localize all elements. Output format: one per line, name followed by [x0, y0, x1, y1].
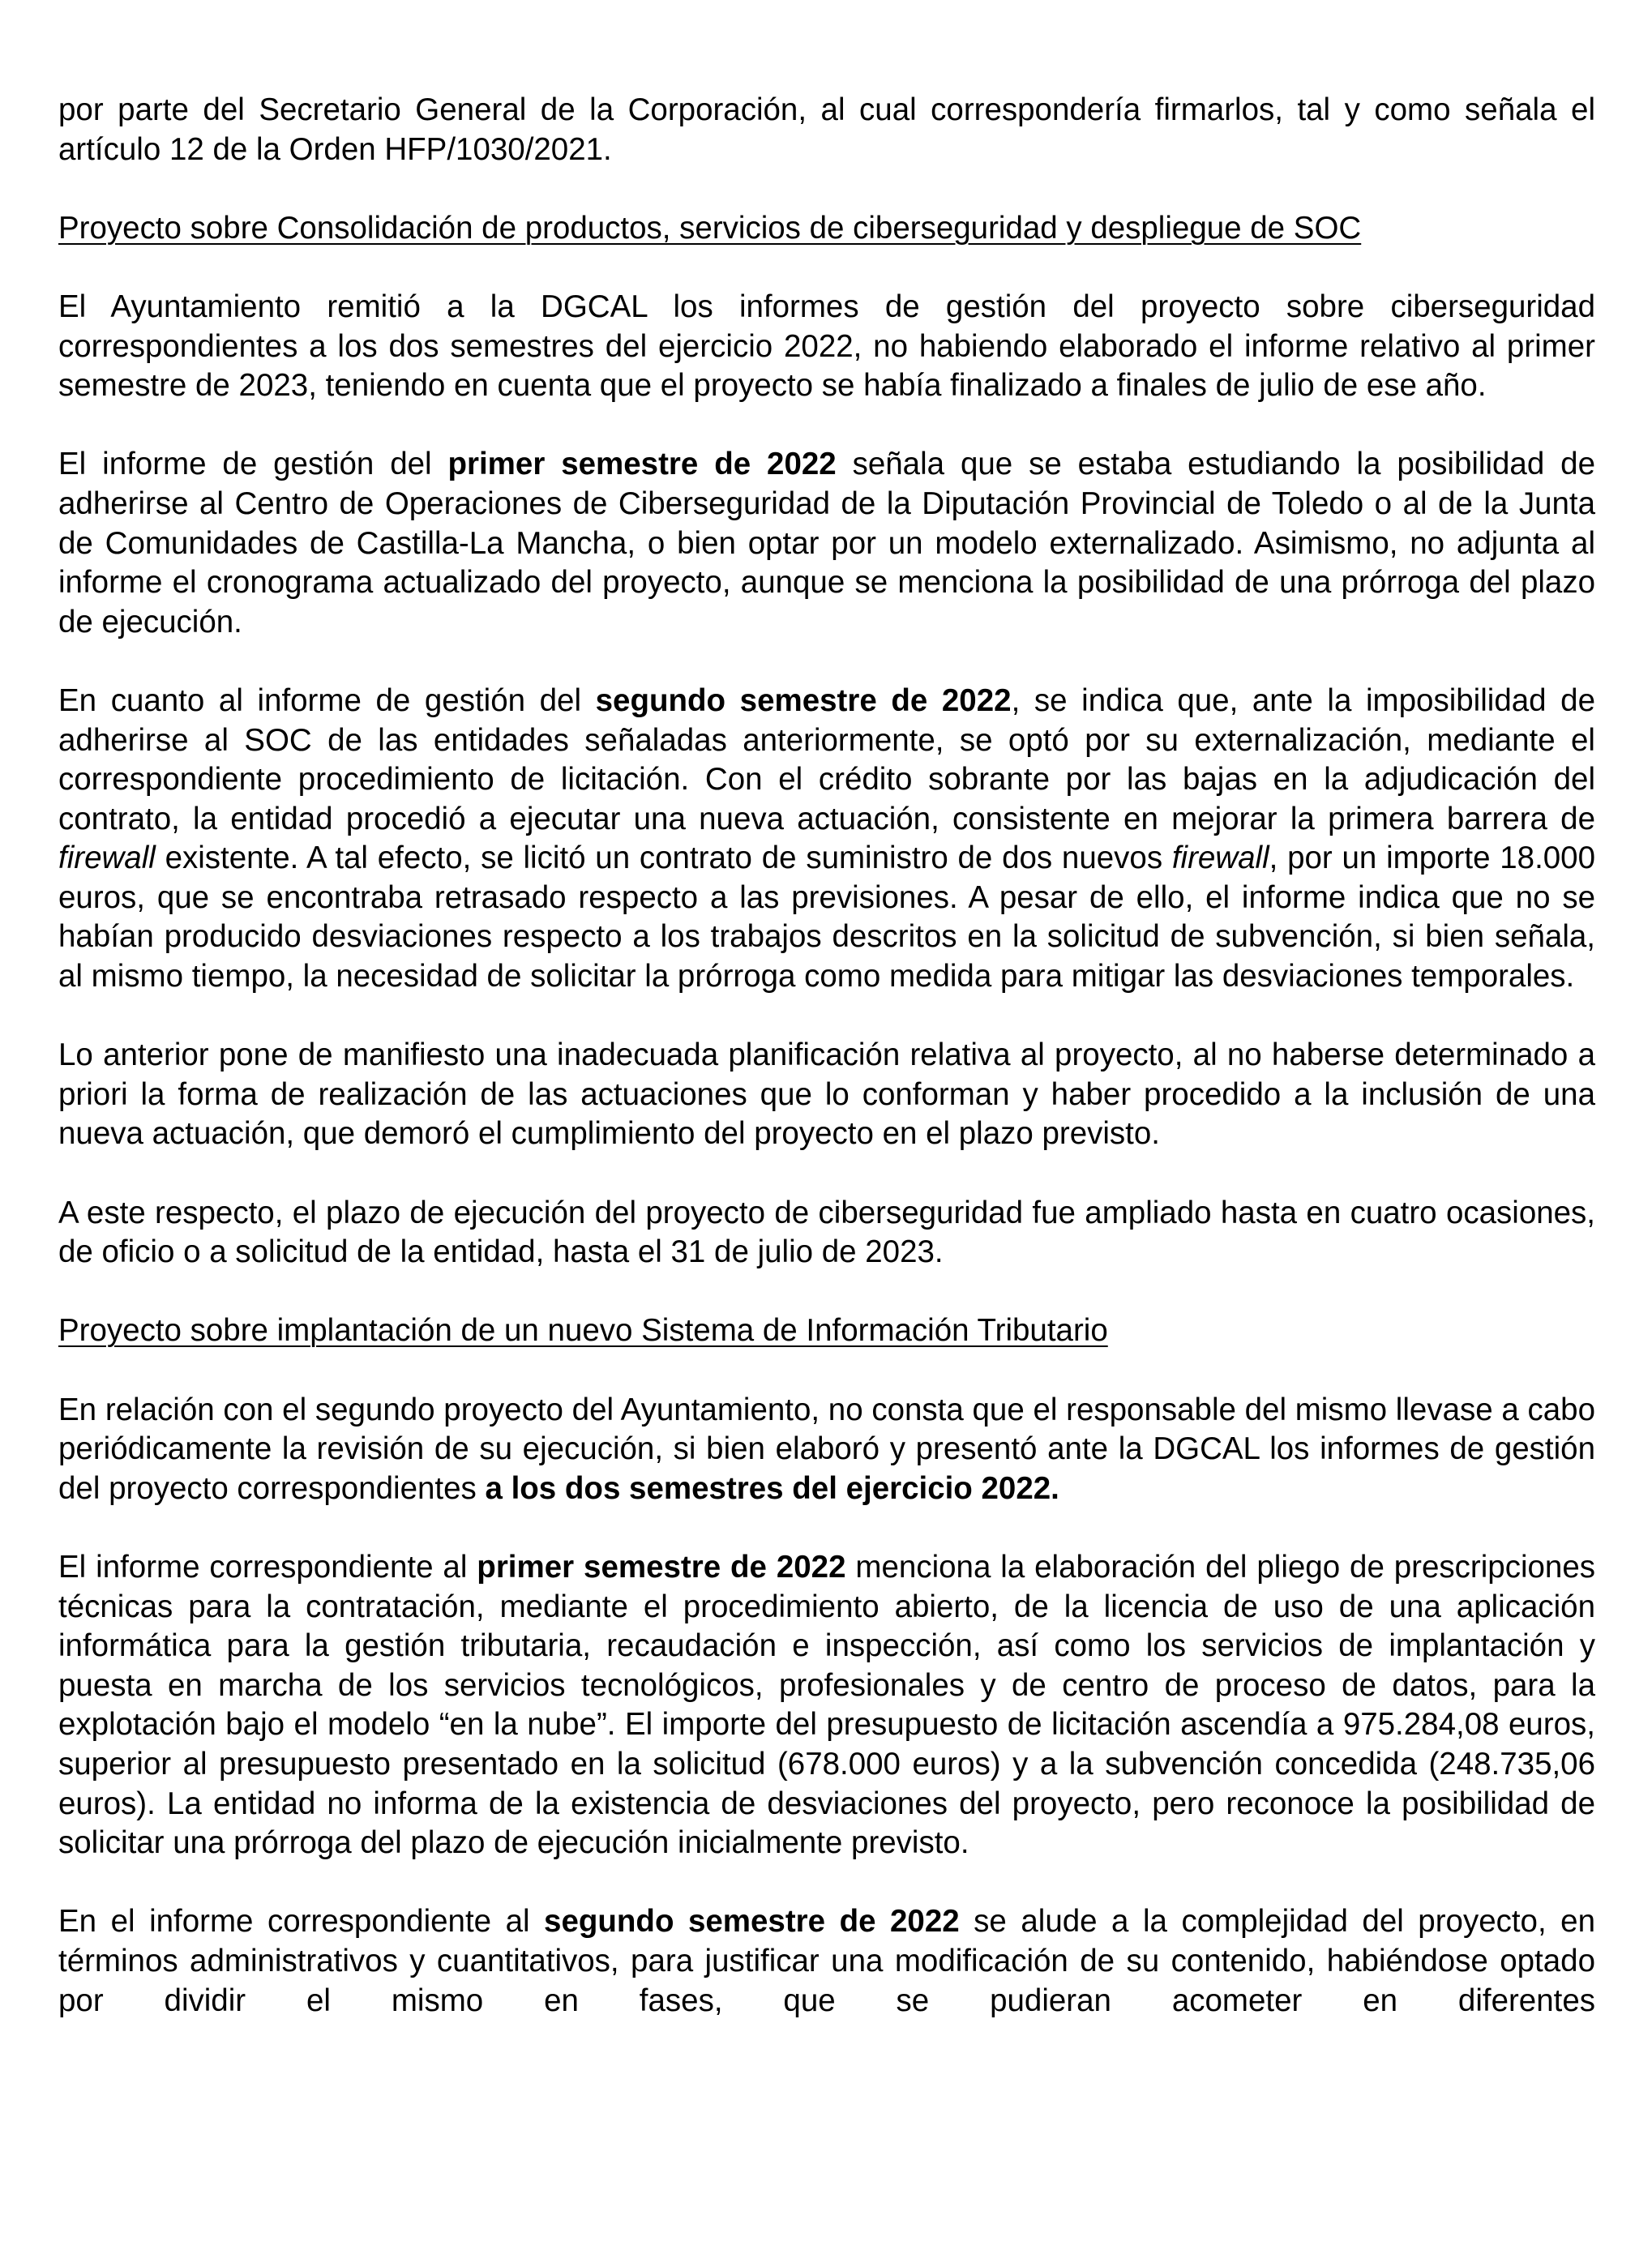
bold-text: a los dos semestres del ejercicio 2022. — [485, 1470, 1059, 1506]
paragraph-cyber-second-semester — [58, 682, 1595, 997]
bold-text: segundo semestre de 2022 — [544, 1904, 960, 1940]
paragraph-tax-first-semester — [58, 1548, 1595, 1863]
document-page — [58, 91, 1595, 2060]
text: En relación con el segundo proyecto del Ayuntamiento, no consta que el responsable del mismo llevase a cabo periódicamente la revisión de su ejecución, si bien elaboró y presentó ante la DGCAL los informes de gestión del proyecto correspondientes — [58, 1392, 1595, 1506]
intro-paragraph: por parte del Secretario General de la Corporación, al cual correspondería firmarlos, tal y como señala el artículo 12 de la Orden HFP/1030/2021. — [58, 92, 1595, 167]
text: El informe correspondiente al — [58, 1549, 477, 1585]
text: En cuanto al informe de gestión del — [58, 682, 596, 718]
text: existente. A tal efecto, se licitó un contrato de suministro de dos nuevos — [155, 841, 1172, 876]
paragraph-cyber-extension: A este respecto, el plazo de ejecución del proyecto de ciberseguridad fue ampliado hasta en cuatro ocasiones, de oficio o a solicitud de la entidad, hasta el 31 de julio de 2023. — [58, 1195, 1595, 1270]
text: menciona la elaboración del pliego de prescripciones técnicas para la contratación, mediante el procedimiento abierto, de la licencia de uso de una aplicación informática para la gestión tributaria, recaudación e inspección, así como los servicios de implantación y puesta en marcha de los servicios tecnológicos, profesionales y de centro de proceso de datos, para la explotación bajo el modelo “en la nube”. El importe del presupuesto de licitación ascendía a 975.284,08 euros, superior al presupuesto presentado en la solicitud (678.000 euros) y a la subvención concedida (248.735,06 euros). La entidad no informa de la existencia de desviaciones del proyecto, pero reconoce la posibilidad de solicitar una prórroga del plazo de ejecución inicialmente previsto. — [58, 1549, 1595, 1861]
paragraph-tax-second-semester — [58, 1902, 1595, 2021]
bold-text: primer semestre de 2022 — [447, 447, 837, 482]
paragraph-cyber-first-semester — [58, 445, 1595, 642]
bold-text: primer semestre de 2022 — [477, 1549, 846, 1585]
italic-text: firewall — [58, 841, 156, 876]
text: , se indica que, ante la imposibilidad de adherirse al SOC de las entidades señaladas anteriormente, se optó por su externalización, mediante el correspondiente procedimiento de licitación. Con el crédito sobrante por las bajas en la adjudicación del contrato, la entidad procedió a ejecutar una nueva actuación, consistente en mejorar la primera barrera de — [58, 682, 1595, 836]
text: señala que se estaba estudiando la posibilidad de adherirse al Centro de Operaciones de Ciberseguridad de la Diputación Provincial de Toledo o al de la Junta de Comunidades de Castilla-La Mancha, o bien optar por un modelo externalizado. Asimismo, no adjunta al informe el cronograma actualizado del proyecto, aunque se menciona la posibilidad de una prórroga del plazo de ejecución. — [58, 447, 1595, 639]
paragraph-tax-reports — [58, 1391, 1595, 1509]
paragraph-cyber-planning: Lo anterior pone de manifiesto una inadecuada planificación relativa al proyecto, al no haberse determinado a priori la forma de realización de las actuaciones que lo conforman y haber procedido a la inclusión de una nueva actuación, que demoró el cumplimiento del proyecto en el plazo previsto. — [58, 1037, 1595, 1152]
section-heading-tax-system: Proyecto sobre implantación de un nuevo Sistema de Información Tributario — [58, 1313, 1108, 1349]
text: El informe de gestión del — [58, 447, 448, 482]
text: , por un importe 18.000 euros, que se encontraba retrasado respecto a las previsiones. A pesar de ello, el informe indica que no se habían producido desviaciones respecto a los trabajos descritos en la solicitud de subvención, si bien señala, al mismo tiempo, la necesidad de solicitar la prórroga como medida para mitigar las desviaciones temporales. — [58, 841, 1595, 995]
text: En el informe correspondiente al — [58, 1904, 545, 1940]
section-heading-cybersecurity: Proyecto sobre Consolidación de productos, servicios de ciberseguridad y despliegue de SOC — [58, 210, 1362, 246]
bold-text: segundo semestre de 2022 — [595, 682, 1012, 718]
paragraph-cyber-reports: El Ayuntamiento remitió a la DGCAL los informes de gestión del proyecto sobre ciberseguridad correspondientes a los dos semestres del ejercicio 2022, no habiendo elaborado el informe relativo al primer semestre de 2023, teniendo en cuenta que el proyecto se había finalizado a finales de julio de ese año. — [58, 289, 1595, 404]
text: se alude a la complejidad del proyecto, en términos administrativos y cuantitativos, para justificar una modificación de su contenido, habiéndose optado por dividir el mismo en fases, que se pudieran acometer en diferentes — [58, 1904, 1595, 2018]
italic-text: firewall — [1171, 841, 1269, 876]
